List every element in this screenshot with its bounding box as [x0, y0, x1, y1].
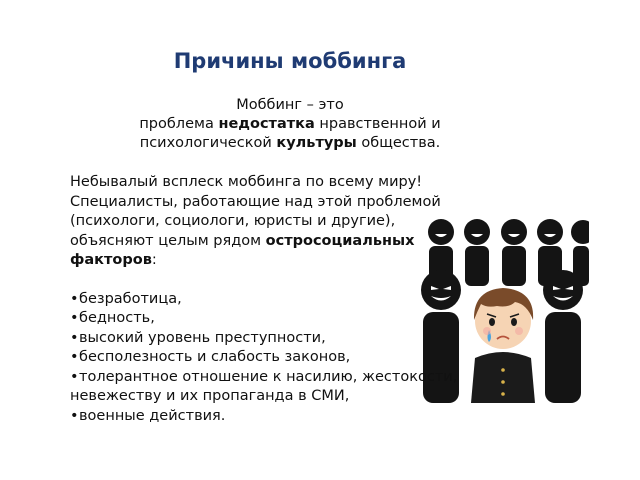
definition-line-2-post: нравственной и [314, 116, 441, 132]
definition-line-3-post: общества. [356, 135, 441, 151]
body-line-5 [70, 251, 500, 271]
factor-item [70, 290, 500, 310]
body-line-3: (психологи, социологи, юристы и другие), [70, 213, 396, 229]
body-line-5-post: : [151, 252, 157, 268]
body-keyword-acute-social: остросоциальных [265, 232, 415, 249]
factor-text: толерантное отношение к насилию, жестокости, [79, 368, 458, 385]
body-line-2: Специалисты, работающие над этой проблемой [70, 193, 441, 210]
factor-text: бесполезность и слабость законов, [79, 349, 351, 365]
body-keyword-factors: факторов [70, 252, 152, 268]
bullet-icon: • [70, 407, 79, 424]
definition-keyword-lack: недостатка [218, 116, 315, 132]
definition-line-2 [100, 115, 480, 134]
body-line-4-pre: объясняют целым рядом [70, 232, 266, 249]
body-text [70, 173, 500, 426]
factor-text: военные действия. [79, 407, 226, 424]
factor-item [70, 407, 500, 427]
factor-text: безработица, [79, 290, 182, 307]
factor-item [70, 368, 500, 388]
factor-item [70, 348, 500, 368]
shadow-figure-3 [501, 219, 527, 286]
body-line-4 [70, 232, 500, 252]
definition-line-3-pre: психологической [139, 135, 277, 151]
definition-line-3 [100, 134, 480, 153]
factors-list [70, 290, 500, 427]
factor-item [70, 309, 500, 329]
factor-text: невежеству и их пропаганда в СМИ, [70, 388, 350, 404]
slide-title: Причины моббинга [173, 49, 407, 73]
bullet-icon: • [70, 310, 79, 326]
bullet-icon: • [70, 349, 79, 365]
shadow-figure-front-right [543, 270, 583, 403]
definition-keyword-culture: культуры [276, 135, 357, 151]
bullet-icon: • [70, 329, 79, 346]
bullet-icon: • [70, 368, 79, 385]
definition-line-1: Моббинг – это [236, 97, 344, 113]
factor-item [70, 329, 500, 349]
factor-text: высокий уровень преступности, [79, 329, 326, 346]
factor-text: бедность, [79, 310, 155, 326]
bullet-icon: • [70, 290, 79, 307]
factor-item-continuation [70, 387, 500, 407]
definition-line-2-pre: проблема [139, 116, 219, 132]
mobbing-definition [100, 96, 480, 153]
body-line-1: Небывалый всплеск моббинга по всему миру! [70, 174, 423, 190]
